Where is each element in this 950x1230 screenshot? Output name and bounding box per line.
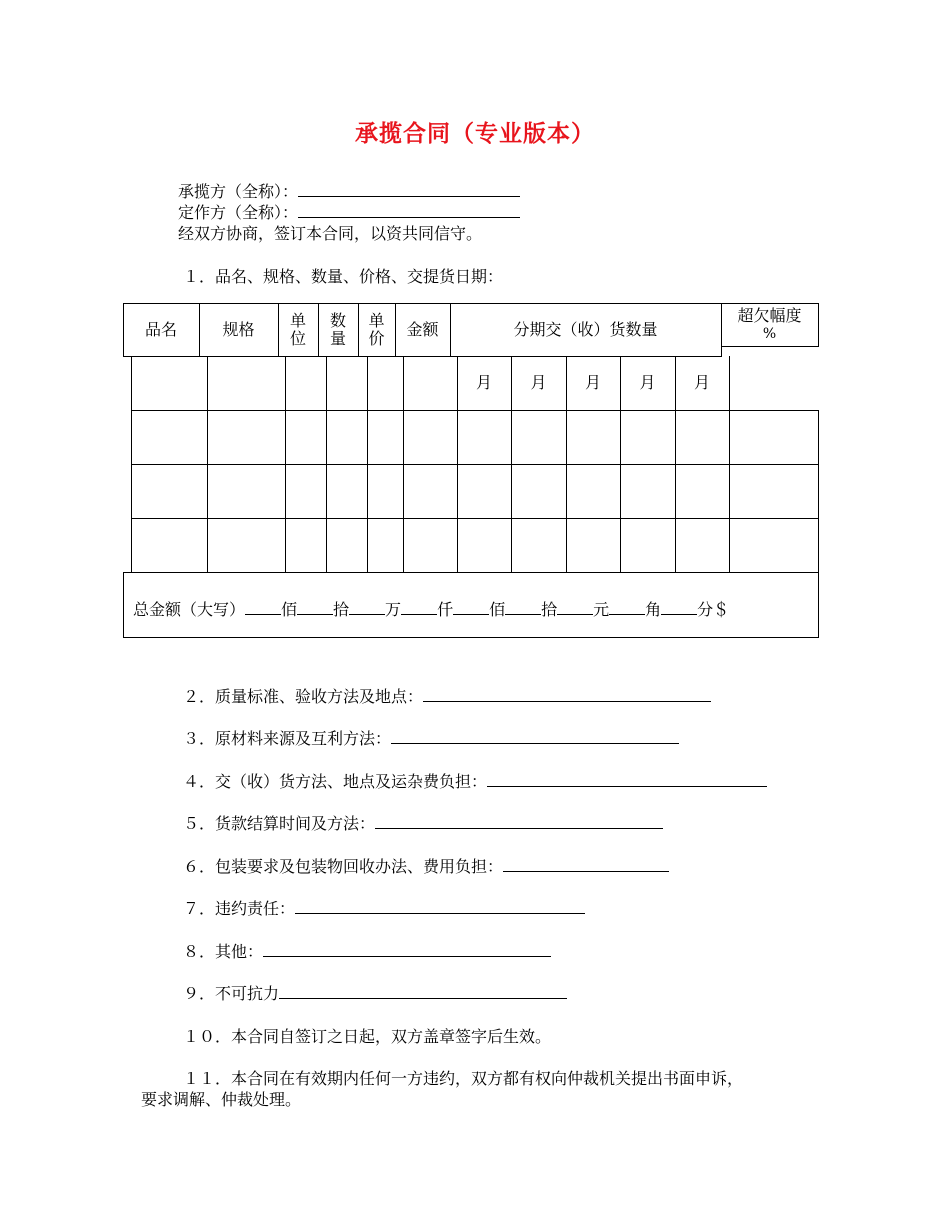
- header-unit: 单 位: [289, 310, 306, 348]
- blank-field[interactable]: [401, 600, 437, 615]
- clause-field[interactable]: [487, 769, 767, 787]
- clause-2: ２．质量标准、验收方法及地点：: [183, 684, 711, 707]
- blank-field[interactable]: [297, 600, 333, 615]
- section-1-title: １．品名、规格、数量、价格、交提货日期：: [183, 267, 504, 286]
- total-amount-label: 总金额（大写）: [133, 600, 246, 619]
- month-label: 月: [693, 373, 710, 392]
- header-amount: 金额: [406, 319, 439, 339]
- month-label: 月: [475, 373, 492, 392]
- orderer-line: [178, 200, 520, 223]
- contractor-label: 承揽方（全称）：: [178, 182, 299, 201]
- clause-5: ５．货款结算时间及方法：: [183, 811, 663, 834]
- clause-6: ６．包装要求及包装物回收办法、费用负担：: [183, 854, 669, 877]
- month-label: 月: [530, 373, 547, 392]
- clause-field[interactable]: [375, 811, 663, 829]
- header-name: 品名: [144, 319, 177, 339]
- header-unit-price: 单 价: [368, 310, 385, 348]
- clause-field[interactable]: [391, 726, 679, 744]
- contractor-name-field[interactable]: [298, 179, 520, 197]
- blank-field[interactable]: [245, 600, 281, 615]
- blank-field[interactable]: [349, 600, 385, 615]
- orderer-name-field[interactable]: [298, 200, 520, 218]
- clause-11: １１．本合同在有效期内任何一方违约，双方都有权向仲裁机关提出书面申诉，: [183, 1069, 744, 1088]
- total-amount-line: 总金额（大写） 佰 拾 万 仟 佰 拾 元 角 分＄: [133, 600, 730, 619]
- clause-11-continued: 要求调解、仲裁处理。: [141, 1090, 302, 1109]
- document-title: 承揽合同（专业版本）: [355, 120, 595, 147]
- clause-7: ７．违约责任：: [183, 896, 585, 919]
- agreement-text: 经双方协商，签订本合同，以资共同信守。: [178, 224, 483, 243]
- clause-3: ３．原材料来源及互利方法：: [183, 726, 679, 749]
- blank-field[interactable]: [557, 600, 593, 615]
- blank-field[interactable]: [453, 600, 489, 615]
- orderer-label: 定作方（全称）：: [178, 203, 299, 222]
- clause-9: ９．不可抗力: [183, 981, 567, 1004]
- blank-field[interactable]: [609, 600, 645, 615]
- clause-8: ８．其他：: [183, 939, 551, 962]
- clause-field[interactable]: [295, 896, 585, 914]
- clause-10: １０．本合同自签订之日起，双方盖章签字后生效。: [183, 1027, 552, 1046]
- month-label: 月: [584, 373, 601, 392]
- clause-field[interactable]: [503, 854, 669, 872]
- clause-field[interactable]: [279, 981, 567, 999]
- header-quantity: 数 量: [329, 310, 346, 348]
- clause-4: ４．交（收）货方法、地点及运杂费负担：: [183, 769, 767, 792]
- header-tolerance: 超欠幅度 %: [737, 305, 802, 342]
- contractor-line: [178, 179, 520, 202]
- header-installments: 分期交（收）货数量: [513, 319, 658, 339]
- clause-field[interactable]: [423, 684, 711, 702]
- blank-field[interactable]: [661, 600, 697, 615]
- header-spec: 规格: [222, 319, 255, 339]
- blank-field[interactable]: [505, 600, 541, 615]
- clause-field[interactable]: [263, 939, 551, 957]
- month-label: 月: [639, 373, 656, 392]
